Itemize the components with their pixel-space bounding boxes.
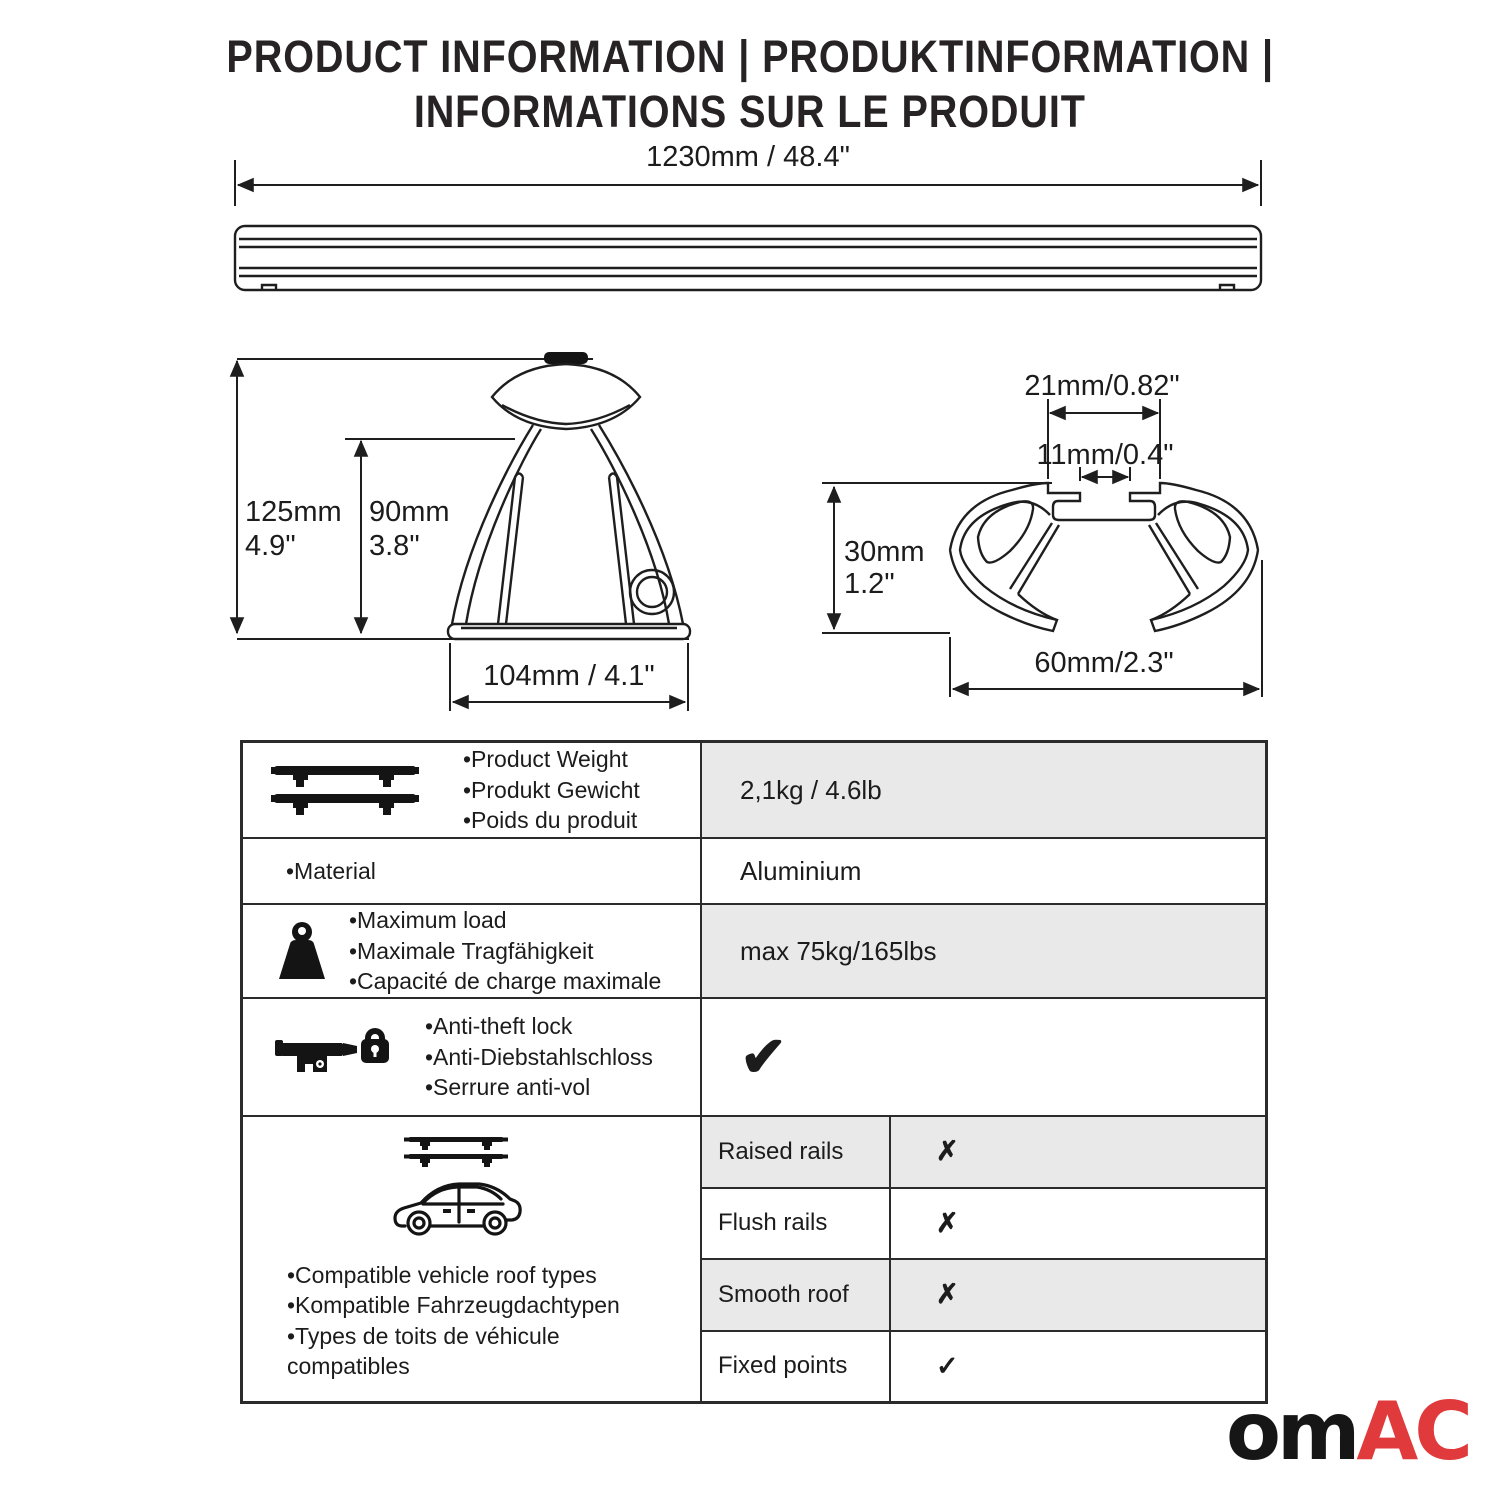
- fixed-points-label: Fixed points: [702, 1332, 891, 1402]
- material-value: Aluminium: [740, 855, 862, 886]
- section-width-label: 60mm/2.3": [1034, 647, 1174, 679]
- smooth-roof-label: Smooth roof: [702, 1260, 891, 1330]
- maximum-load-value: max 75kg/165lbs: [740, 935, 937, 966]
- flush-rails-label: Flush rails: [702, 1189, 891, 1259]
- roof-bars-icon: [271, 763, 419, 817]
- table-row-product-weight: [243, 743, 1265, 837]
- smooth-roof-value: ✗: [936, 1279, 959, 1310]
- product-weight-labels: [463, 744, 640, 835]
- material-labels: [286, 856, 376, 886]
- omac-logo: [1226, 1385, 1469, 1478]
- cross-section-profile-drawing: [950, 483, 1258, 631]
- label-product-weight-en: •Product Weight: [463, 746, 628, 773]
- raised-rails-label: Raised rails: [702, 1117, 891, 1187]
- label-anti-theft-de: •Anti-Diebstahlschloss: [425, 1043, 653, 1070]
- title-line-1: PRODUCT INFORMATION | PRODUKTINFORMATION |: [226, 31, 1274, 82]
- label-maximum-load-fr: •Capacité de charge maximale: [349, 968, 662, 995]
- table-row-anti-theft: [243, 997, 1265, 1115]
- label-roof-types-de: •Kompatible Fahrzeugdachtypen: [287, 1292, 620, 1319]
- section-height-in-label: 1.2": [844, 568, 895, 600]
- logo-text-black: om: [1226, 1385, 1357, 1478]
- roof-types-subtable: [702, 1117, 1265, 1401]
- foot-height-in-label: 4.9": [245, 530, 296, 562]
- raised-rails-value: ✗: [936, 1136, 959, 1167]
- page-title: [0, 30, 1500, 140]
- foot-dimension-lines: [237, 359, 689, 711]
- label-material: •Material: [286, 857, 376, 884]
- product-weight-label-cell: [243, 743, 702, 837]
- table-row-maximum-load: [243, 903, 1265, 997]
- spec-table: [240, 740, 1268, 1404]
- subrow-flush-rails: [702, 1187, 1265, 1259]
- anti-theft-checkmark: ✔: [740, 1025, 787, 1088]
- table-row-material: [243, 837, 1265, 903]
- maximum-load-label-cell: [243, 905, 702, 997]
- foot-diagram: [215, 345, 725, 720]
- maximum-load-labels: [349, 905, 661, 996]
- label-maximum-load-de: •Maximale Tragfähigkeit: [349, 937, 594, 964]
- crossbar-drawing: [235, 226, 1261, 290]
- car-roof-rack-icon: [391, 1135, 523, 1239]
- label-anti-theft-fr: •Serrure anti-vol: [425, 1074, 591, 1101]
- fixed-points-value: ✓: [936, 1350, 959, 1381]
- material-value-cell: [702, 839, 1265, 903]
- roof-types-label-cell: [243, 1117, 702, 1401]
- section-inner-slot-label: 11mm/0.4": [1036, 439, 1174, 471]
- label-roof-types-fr: •Types de toits de véhicule compatibles: [287, 1322, 560, 1380]
- weight-icon: [273, 921, 331, 981]
- flush-rails-value: ✗: [936, 1207, 959, 1238]
- maximum-load-value-cell: [702, 905, 1265, 997]
- crossbar-length-label: 1230mm / 48.4": [646, 141, 850, 173]
- logo-text-red: AC: [1356, 1385, 1469, 1478]
- title-line-2: INFORMATIONS SUR LE PRODUIT: [413, 85, 1087, 137]
- label-roof-types-en: •Compatible vehicle roof types: [287, 1262, 597, 1288]
- subrow-fixed-points: [702, 1330, 1265, 1402]
- anti-theft-value-cell: [702, 999, 1265, 1115]
- crossbar-length-diagram: [228, 128, 1268, 303]
- subrow-smooth-roof: [702, 1258, 1265, 1330]
- label-product-weight-fr: •Poids du produit: [463, 807, 638, 834]
- label-anti-theft-en: •Anti-theft lock: [425, 1013, 573, 1040]
- cross-section-diagram: [812, 365, 1290, 705]
- label-product-weight-de: •Produkt Gewicht: [463, 776, 640, 803]
- roof-types-labels: [243, 1254, 677, 1391]
- foot-body-height-in-label: 3.8": [369, 530, 420, 562]
- table-row-roof-types: [243, 1115, 1265, 1401]
- product-weight-value: 2,1kg / 4.6lb: [740, 774, 882, 805]
- material-label-cell: [243, 839, 702, 903]
- section-outer-slot-label: 21mm/0.82": [1024, 370, 1180, 402]
- foot-drawing: [448, 352, 690, 639]
- anti-theft-label-cell: [243, 999, 702, 1115]
- foot-height-mm-label: 125mm: [245, 496, 342, 528]
- product-weight-value-cell: [702, 743, 1265, 837]
- section-height-mm-label: 30mm: [844, 536, 925, 568]
- label-maximum-load-en: •Maximum load: [349, 907, 507, 934]
- foot-base-width-label: 104mm / 4.1": [483, 660, 655, 692]
- anti-theft-lock-icon: [273, 1026, 395, 1088]
- foot-body-height-mm-label: 90mm: [369, 496, 450, 528]
- anti-theft-labels: [425, 1011, 653, 1102]
- subrow-raised-rails: [702, 1117, 1265, 1187]
